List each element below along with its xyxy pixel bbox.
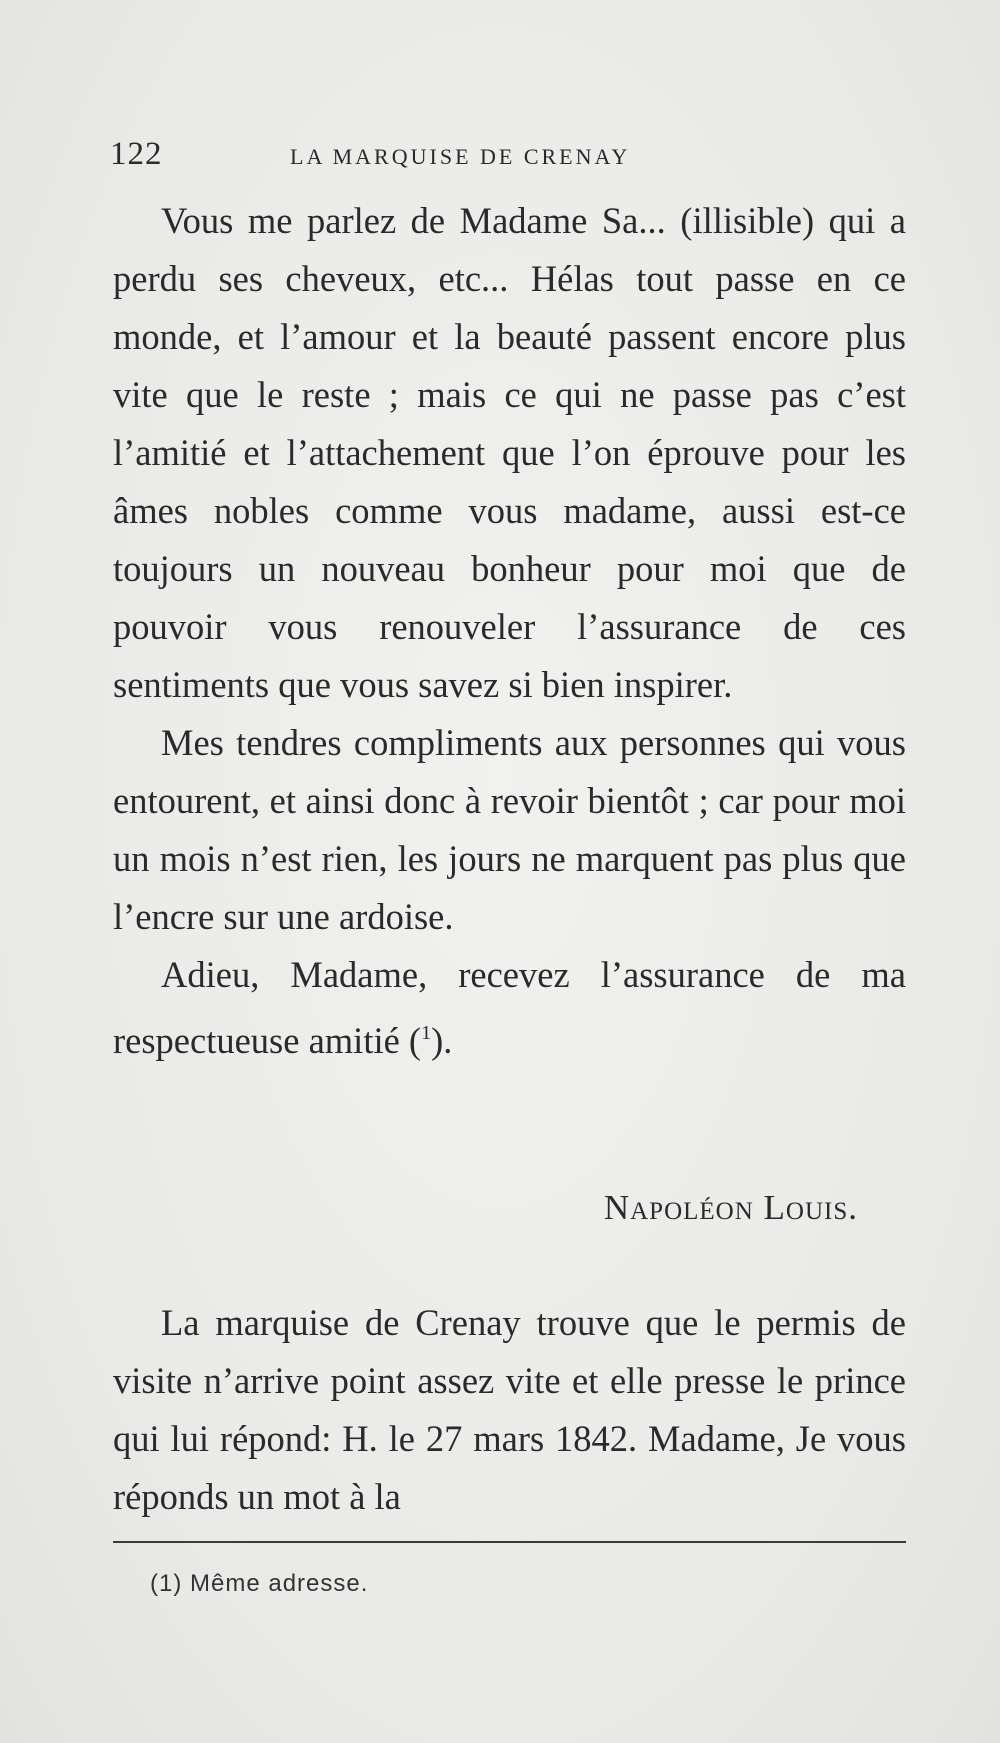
narrative-body	[113, 1294, 906, 1526]
footnote: (1) Même adresse.	[150, 1570, 369, 1597]
signature: Napoléon Louis.	[603, 1188, 858, 1227]
footnote-divider	[113, 1541, 906, 1543]
page-number: 122	[110, 136, 163, 172]
letter-paragraph-1: Vous me parlez de Madame Sa... (illisible) qui a perdu ses cheveux, etc... Hélas tout passe en ce monde, et l’amour et la beauté passent encore plus vite que le reste ; mais ce qui ne passe pas c’est l’amitié et l’attachement que l’on éprouve pour les âmes nobles comme vous madame, aussi est-ce toujours un nouveau bonheur pour moi que de pouvoir vous renouveler l’assurance de ces sentiments que vous savez si bien inspirer.	[113, 200, 906, 705]
letter-paragraph-3	[113, 946, 906, 1070]
narrative-paragraph: La marquise de Crenay trouve que le permis de visite n’arrive point assez vite et elle presse le prince qui lui répond: H. le 27 mars 1842. Madame, Je vous réponds un mot à la	[113, 1302, 906, 1517]
letter-body	[113, 192, 906, 1070]
running-title: LA MARQUISE DE CRENAY	[290, 144, 631, 169]
closing-end: ).	[431, 1020, 453, 1062]
closing-text: Adieu, Madame, recevez l’assurance de ma respectueuse amitié (	[113, 954, 906, 1062]
letter-paragraph-2: Mes tendres compliments aux personnes qui vous entourent, et ainsi donc à revoir bientôt ; car pour moi un mois n’est rien, les jours ne marquent pas plus que l’encre sur une ardoise.	[113, 722, 906, 937]
running-head	[110, 136, 830, 176]
footnote-reference: 1	[421, 1022, 432, 1044]
